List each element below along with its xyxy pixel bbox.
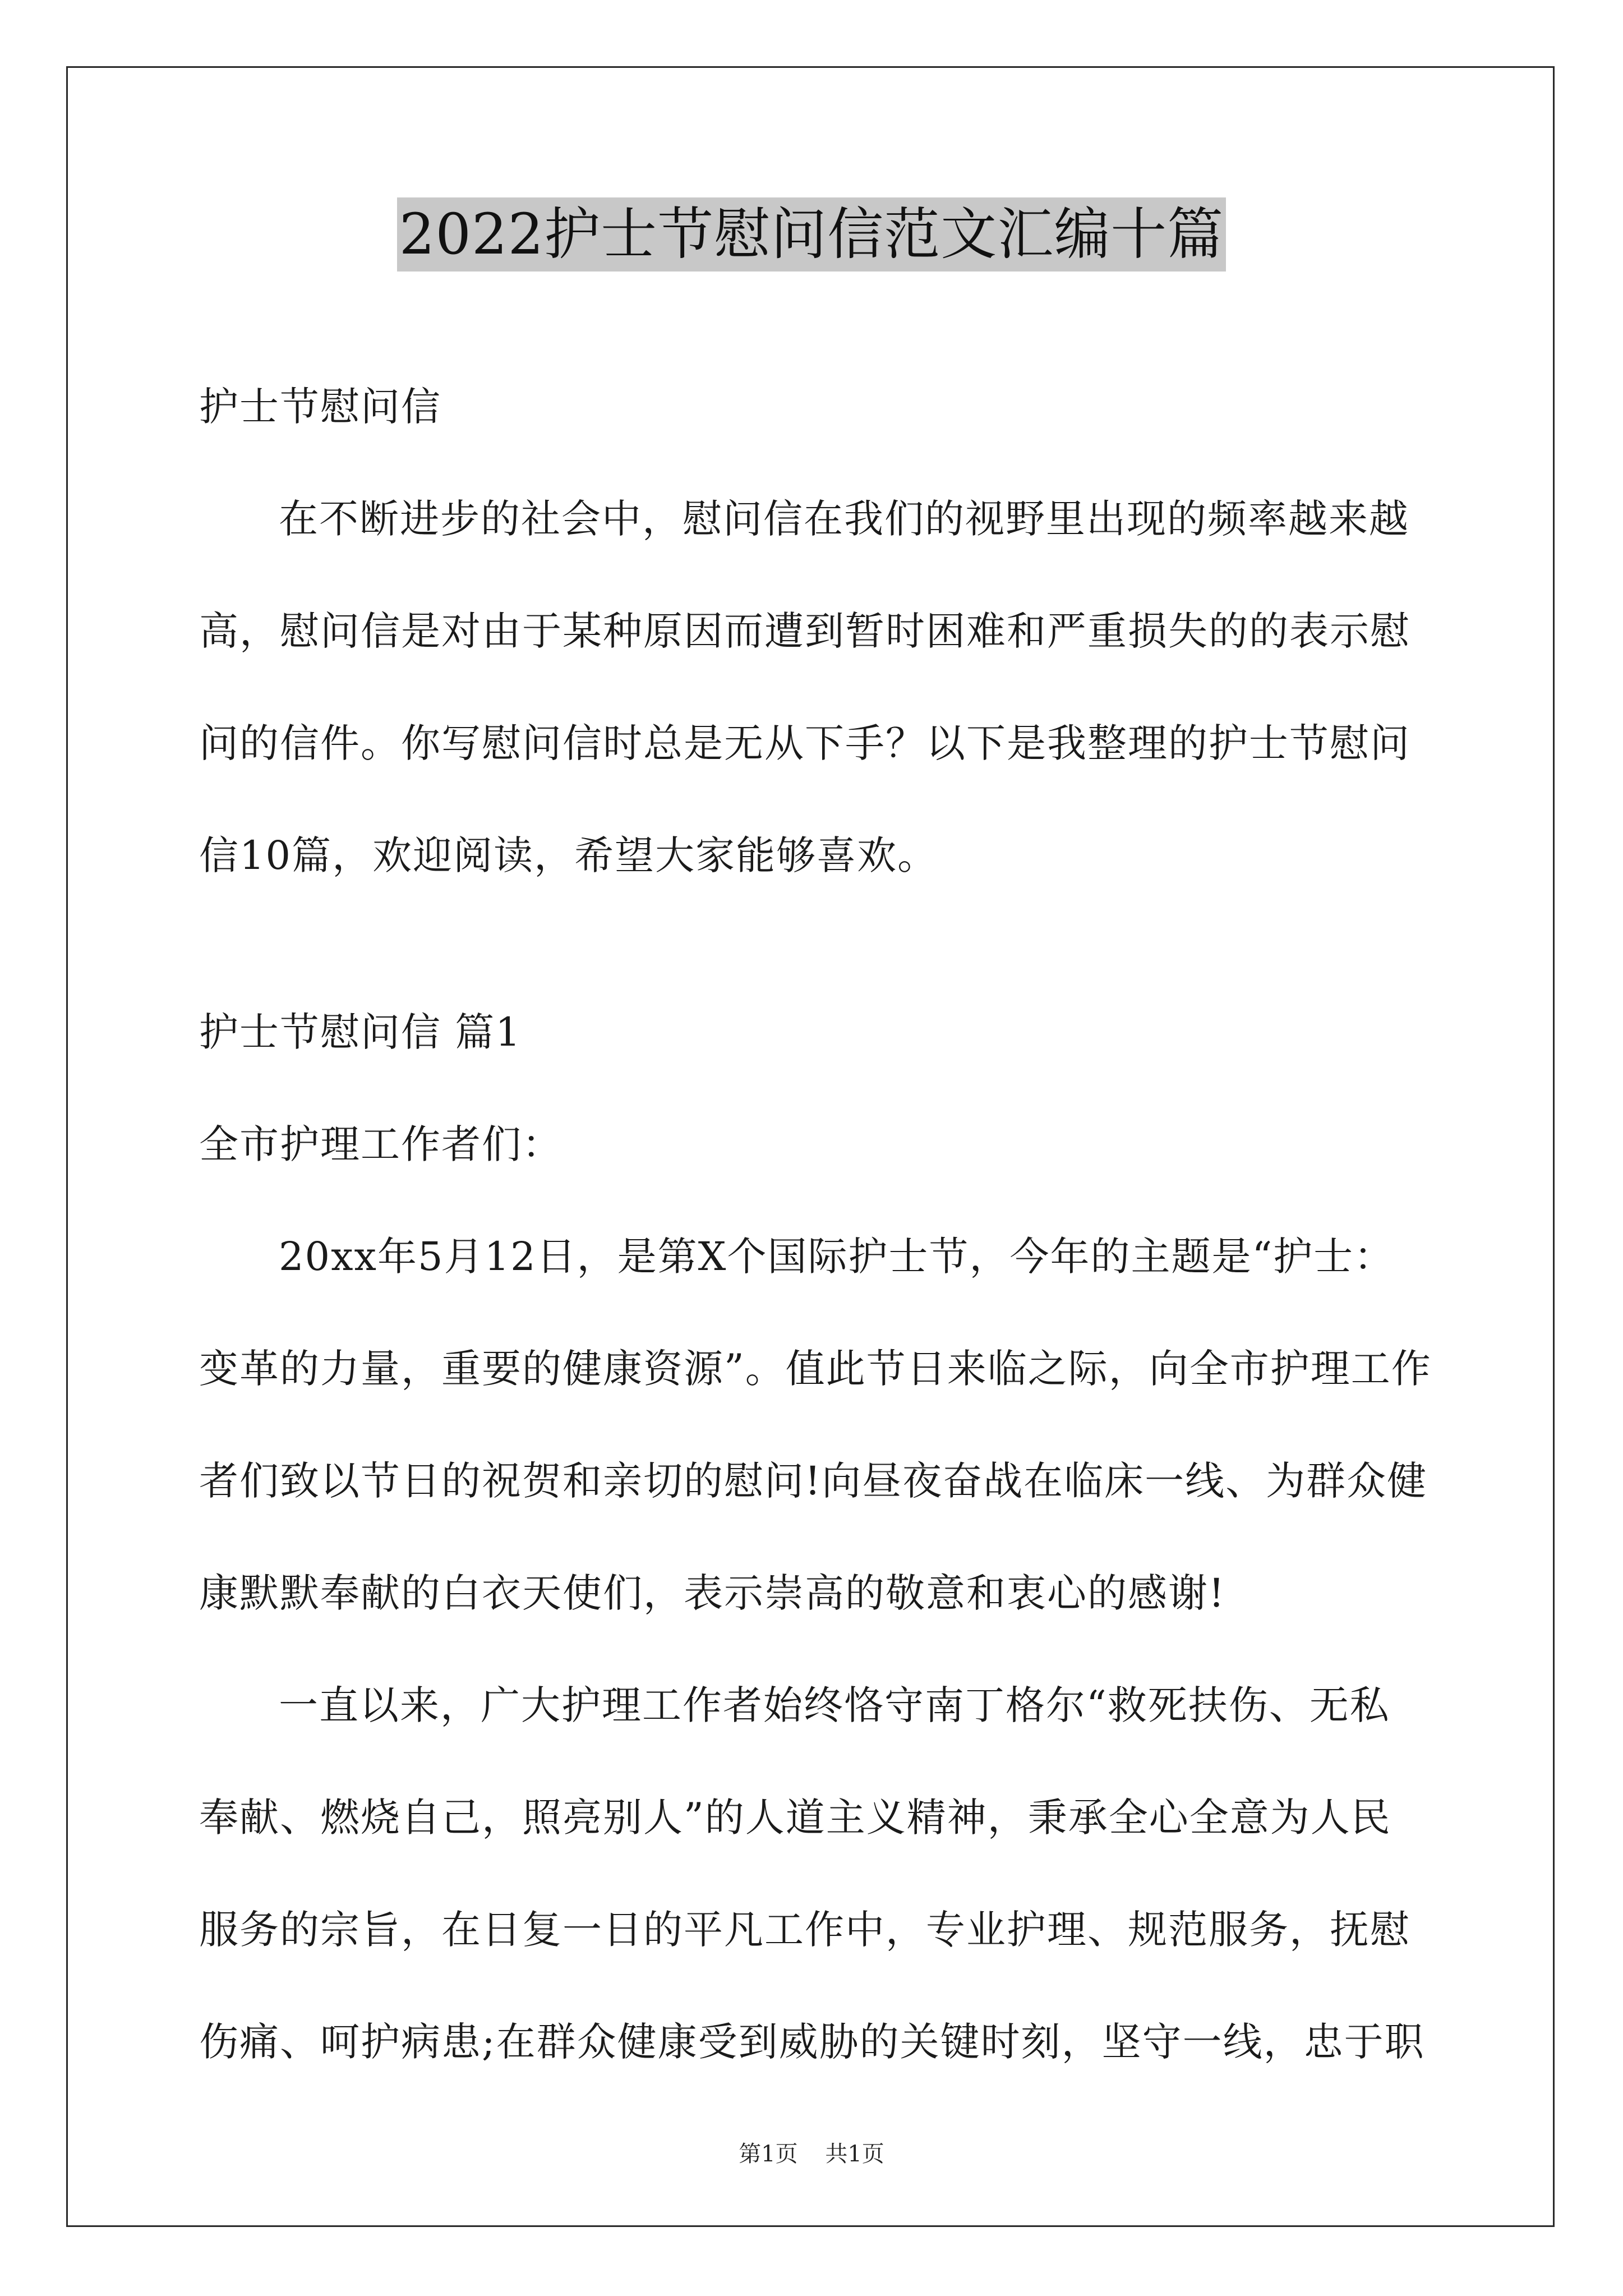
paragraph-gap <box>199 912 1433 976</box>
paragraph-line: 者们致以节日的祝贺和亲切的慰问!向昼夜奋战在临床一线、为群众健 <box>199 1458 1428 1504</box>
section-heading: 护士节慰问信 <box>199 384 441 430</box>
page-total: 共1页 <box>825 2141 884 2167</box>
paragraph-line: 奉献、燃烧自己，照亮别人”的人道主义精神，秉承全心全意为人民 <box>199 1795 1391 1841</box>
title-container <box>0 197 1623 272</box>
intro-line: 信10篇，欢迎阅读，希望大家能够喜欢。 <box>199 832 938 878</box>
document-title: 2022护士节慰问信范文汇编十篇 <box>397 197 1227 272</box>
paragraph-line: 服务的宗旨，在日复一日的平凡工作中，专业护理、规范服务，抚慰 <box>199 1907 1410 1953</box>
paragraph-line: 一直以来，广大护理工作者始终恪守南丁格尔“救死扶伤、无私 <box>279 1682 1390 1728</box>
paragraph-line: 20xx年5月12日，是第X个国际护士节，今年的主题是“护士： <box>279 1234 1395 1280</box>
letter-heading: 护士节慰问信 篇1 <box>199 1009 522 1055</box>
paragraph-line: 康默默奉献的白衣天使们，表示崇高的敬意和衷心的感谢! <box>199 1570 1226 1616</box>
intro-line: 高，慰问信是对由于某种原因而遭到暂时困难和严重损失的的表示慰 <box>199 608 1410 654</box>
page-footer <box>0 2137 1623 2171</box>
page-number: 第1页 <box>739 2141 798 2167</box>
document-body <box>199 351 1433 2098</box>
intro-line: 问的信件。你写慰问信时总是无从下手？以下是我整理的护士节慰问 <box>199 720 1410 766</box>
salutation: 全市护理工作者们： <box>199 1121 562 1167</box>
paragraph-line: 伤痛、呵护病患;在群众健康受到威胁的关键时刻，坚守一线，忠于职 <box>199 2019 1425 2065</box>
intro-line: 在不断进步的社会中，慰问信在我们的视野里出现的频率越来越 <box>279 496 1409 542</box>
paragraph-line: 变革的力量，重要的健康资源”。值此节日来临之际，向全市护理工作 <box>199 1346 1432 1392</box>
